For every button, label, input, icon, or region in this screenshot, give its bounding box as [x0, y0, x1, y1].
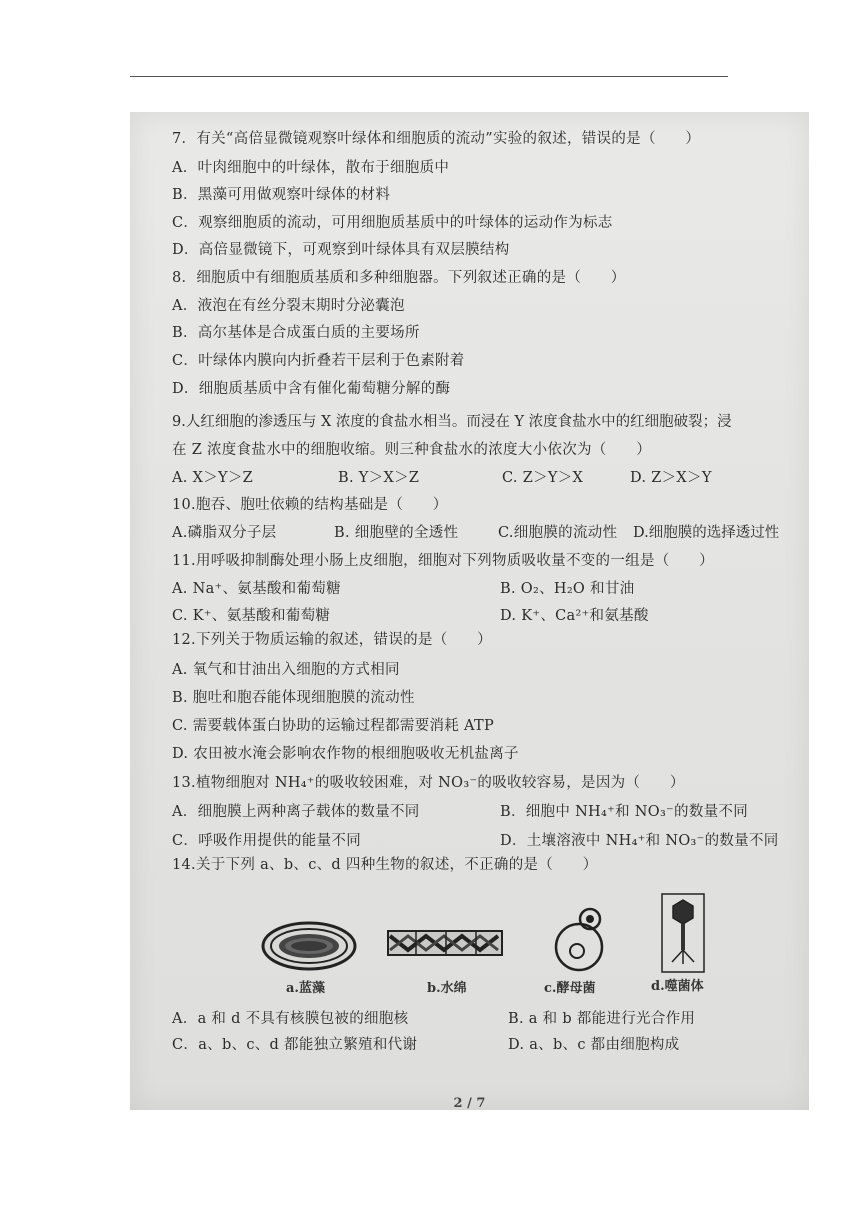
q8-option-c: C．叶绿体内膜向内折叠若干层利于色素附着 [172, 353, 465, 369]
q12-option-b: B. 胞吐和胞吞能体现细胞膜的流动性 [172, 690, 415, 706]
q7-option-b: B．黑藻可用做观察叶绿体的材料 [172, 187, 391, 203]
q10-option-b: B. 细胞壁的全透性 [334, 525, 459, 541]
q12-option-d: D. 农田被水淹会影响农作物的根细胞吸收无机盐离子 [172, 746, 519, 762]
q7-stem: 7．有关“高倍显微镜观察叶绿体和细胞质的流动”实验的叙述，错误的是（ ） [172, 131, 701, 147]
q14-option-c: C．a、b、c、d 都能独立繁殖和代谢 [172, 1037, 418, 1053]
q12-stem: 12.下列关于物质运输的叙述，错误的是（ ） [172, 632, 492, 648]
q14-option-a: A．a 和 d 不具有核膜包被的细胞核 [172, 1011, 409, 1027]
spirogyra-illustration [386, 928, 504, 958]
q11-stem: 11.用呼吸抑制酶处理小肠上皮细胞，细胞对下列物质吸收量不变的一组是（ ） [172, 553, 714, 569]
bacteriophage-illustration [660, 892, 706, 974]
q8-option-a: A．液泡在有丝分裂末期时分泌囊泡 [172, 298, 405, 314]
q13-option-a: A．细胞膜上两种离子载体的数量不同 [172, 804, 420, 820]
q10-option-a: A.磷脂双分子层 [172, 525, 277, 541]
q12-option-c: C. 需要载体蛋白协助的运输过程都需要消耗 ATP [172, 718, 495, 734]
figure-label-d: d.噬菌体 [651, 979, 704, 994]
q11-option-d: D. K⁺、Ca²⁺和氨基酸 [500, 608, 649, 624]
q9-stem-line2: 在 Z 浓度食盐水中的细胞收缩。则三种食盐水的浓度大小依次为（ ） [172, 442, 651, 458]
figure-label-a: a.蓝藻 [286, 981, 325, 996]
figure-label-c: c.酵母菌 [544, 981, 596, 996]
q9-option-d: D. Z＞X＞Y [630, 470, 712, 486]
header-rule [130, 76, 728, 77]
scanned-page [130, 112, 809, 1110]
q9-stem-line1: 9.人红细胞的渗透压与 X 浓度的食盐水相当。而浸在 Y 浓度食盐水中的红细胞破裂；浸 [172, 414, 732, 430]
figure-label-b: b.水绵 [427, 981, 467, 996]
q7-option-d: D．高倍显微镜下，可观察到叶绿体具有双层膜结构 [172, 242, 510, 258]
q10-option-c: C.细胞膜的流动性 [498, 525, 618, 541]
q7-option-c: C．观察细胞质的流动，可用细胞质基质中的叶绿体的运动作为标志 [172, 215, 613, 231]
q14-option-d: D. a、b、c 都由细胞构成 [508, 1037, 680, 1053]
q9-option-c: C. Z＞Y＞X [502, 470, 584, 486]
q13-option-b: B．细胞中 NH₄⁺和 NO₃⁻的数量不同 [500, 804, 749, 820]
page-number: 2 / 7 [453, 1096, 486, 1111]
cyanobacteria-illustration [260, 920, 358, 972]
q12-option-a: A. 氧气和甘油出入细胞的方式相同 [172, 662, 400, 678]
q8-option-d: D．细胞质基质中含有催化葡萄糖分解的酶 [172, 381, 451, 397]
q14-option-b: B. a 和 b 都能进行光合作用 [508, 1011, 696, 1027]
q10-stem: 10.胞吞、胞吐依赖的结构基础是（ ） [172, 497, 448, 513]
q8-option-b: B．高尔基体是合成蛋白质的主要场所 [172, 325, 420, 341]
q7-option-a: A．叶肉细胞中的叶绿体，散布于细胞质中 [172, 160, 450, 176]
yeast-illustration [550, 906, 608, 972]
q11-option-b: B. O₂、H₂O 和甘油 [500, 581, 635, 597]
q14-stem: 14.关于下列 a、b、c、d 四种生物的叙述，不正确的是（ ） [172, 857, 598, 873]
q13-stem: 13.植物细胞对 NH₄⁺的吸收较困难，对 NO₃⁻的吸收较容易，是因为（ ） [172, 775, 685, 791]
q10-option-d: D.细胞膜的选择透过性 [633, 525, 780, 541]
q11-option-a: A. Na⁺、氨基酸和葡萄糖 [172, 581, 341, 597]
q11-option-c: C. K⁺、氨基酸和葡萄糖 [172, 608, 331, 624]
q8-stem: 8．细胞质中有细胞质基质和多种细胞器。下列叙述正确的是（ ） [172, 270, 626, 286]
q9-option-b: B. Y＞X＞Z [338, 470, 420, 486]
q9-option-a: A. X＞Y＞Z [172, 470, 254, 486]
q13-option-d: D．土壤溶液中 NH₄⁺和 NO₃⁻的数量不同 [500, 833, 779, 849]
q13-option-c: C．呼吸作用提供的能量不同 [172, 833, 361, 849]
